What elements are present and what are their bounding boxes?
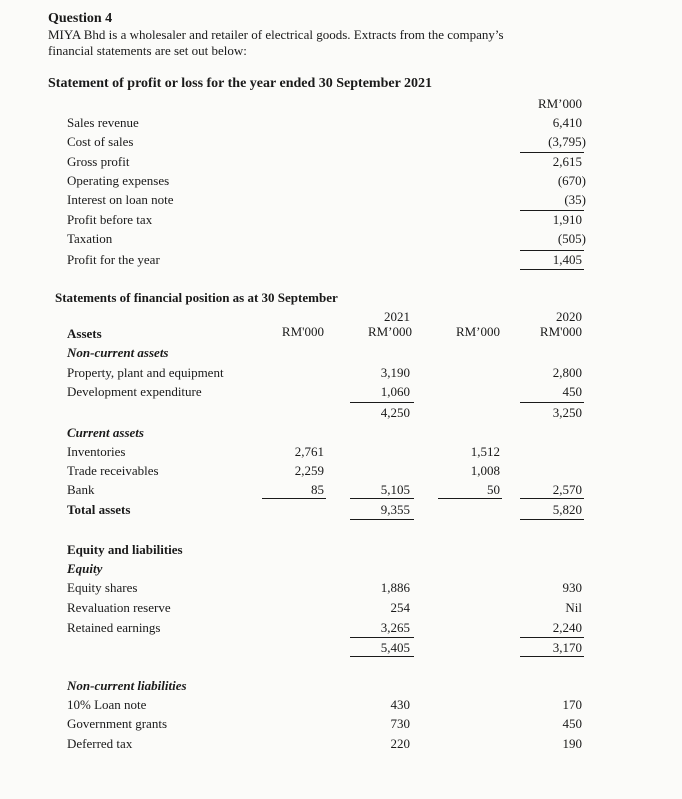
grants-label: Government grants	[67, 716, 168, 731]
pl-label-cos: Cost of sales	[67, 134, 134, 149]
nca-rule-2020	[520, 402, 584, 403]
pl-rule-4	[520, 269, 584, 270]
eq-total-rule-2021	[350, 656, 414, 657]
pl-rule-3	[520, 250, 584, 251]
eq-total-2020: 3,170	[552, 640, 582, 655]
sfp-year-2021: 2021	[384, 309, 410, 324]
pl-value-pfy: 1,405	[552, 252, 582, 267]
pl-rule-1	[520, 152, 584, 153]
pl-value-gp: 2,615	[552, 154, 582, 169]
nca-rule-2021	[350, 402, 414, 403]
loan-label: 10% Loan note	[67, 697, 147, 712]
re-label: Retained earnings	[67, 620, 161, 635]
eq-rule-2020	[520, 637, 584, 638]
unit-col1: RM'000	[281, 324, 324, 339]
question-title: Question 4	[48, 11, 113, 26]
loan-2020: 170	[562, 697, 582, 712]
ta-rule-2021	[350, 519, 414, 520]
sfp-heading: Statements of financial position as at 30 September	[55, 290, 338, 305]
nca-label: Non-current assets	[67, 345, 169, 360]
unit-col2: RM’000	[367, 324, 412, 339]
inv-label: Inventories	[67, 444, 126, 459]
reval-label: Revaluation reserve	[67, 600, 171, 615]
eqsh-label: Equity shares	[67, 580, 138, 595]
bank-2020: 50	[487, 482, 500, 497]
pl-value-interest: (35)	[564, 192, 586, 207]
nca-total-2021: 4,250	[380, 405, 410, 420]
reval-2021: 254	[390, 600, 410, 615]
pl-value-pbt: 1,910	[552, 212, 582, 227]
nca-total-2020: 3,250	[552, 405, 582, 420]
unit-col3: RM’000	[455, 324, 500, 339]
tr-2021: 2,259	[294, 463, 324, 478]
sfp-year-2020: 2020	[556, 309, 582, 324]
equity-label: Equity	[67, 561, 103, 576]
pl-value-cos: (3,795)	[548, 134, 586, 149]
unit-col4: RM'000	[539, 324, 582, 339]
pl-label-interest: Interest on loan note	[67, 192, 174, 207]
dev-2020: 450	[562, 384, 582, 399]
eqsh-2021: 1,886	[380, 580, 410, 595]
pl-value-opex: (670)	[557, 173, 586, 188]
ppe-label: Property, plant and equipment	[67, 365, 224, 380]
grants-2021: 730	[390, 716, 410, 731]
dtax-2021: 220	[390, 736, 410, 751]
ncl-label: Non-current liabilities	[67, 678, 187, 693]
tr-label: Trade receivables	[67, 463, 159, 478]
ca-rule-2021	[350, 498, 414, 499]
ca-rule-2020	[520, 498, 584, 499]
pl-label-tax: Taxation	[67, 231, 113, 246]
pl-heading: Statement of profit or loss for the year ended 30 September 2021	[48, 76, 433, 91]
pl-value-tax: (505)	[557, 231, 586, 246]
ca-total-2021: 5,105	[380, 482, 410, 497]
pl-label-gp: Gross profit	[67, 154, 130, 169]
eq-liab-label: Equity and liabilities	[67, 542, 183, 557]
total-assets-2020: 5,820	[552, 502, 582, 517]
ta-rule-2020	[520, 519, 584, 520]
ca-label: Current assets	[67, 425, 144, 440]
reval-2020: Nil	[565, 600, 582, 615]
ca-total-2020: 2,570	[552, 482, 582, 497]
pl-unit: RM’000	[537, 96, 582, 111]
re-2021: 3,265	[380, 620, 410, 635]
pl-label-opex: Operating expenses	[67, 173, 170, 188]
bank-label: Bank	[67, 482, 95, 497]
grants-2020: 450	[562, 716, 582, 731]
ppe-2020: 2,800	[552, 365, 582, 380]
loan-2021: 430	[390, 697, 410, 712]
bank-2021: 85	[311, 482, 324, 497]
dtax-label: Deferred tax	[67, 736, 133, 751]
ppe-2021: 3,190	[380, 365, 410, 380]
dev-label: Development expenditure	[67, 384, 202, 399]
inv-2021: 2,761	[294, 444, 324, 459]
eq-total-rule-2020	[520, 656, 584, 657]
eq-total-2021: 5,405	[380, 640, 410, 655]
ca-sub-rule-2020	[438, 498, 502, 499]
total-assets-2021: 9,355	[380, 502, 410, 517]
pl-label-pfy: Profit for the year	[67, 252, 160, 267]
inv-2020: 1,512	[470, 444, 500, 459]
dev-2021: 1,060	[380, 384, 410, 399]
ca-sub-rule-2021	[262, 498, 326, 499]
eqsh-2020: 930	[562, 580, 582, 595]
eq-rule-2021	[350, 637, 414, 638]
intro-line-2: financial statements are set out below:	[48, 43, 247, 58]
pl-label-pbt: Profit before tax	[67, 212, 153, 227]
pl-label-sales: Sales revenue	[67, 115, 139, 130]
pl-value-sales: 6,410	[552, 115, 582, 130]
total-assets-label: Total assets	[67, 502, 131, 517]
assets-label: Assets	[67, 326, 102, 341]
re-2020: 2,240	[552, 620, 582, 635]
intro-line-1: MIYA Bhd is a wholesaler and retailer of electrical goods. Extracts from the company’s	[48, 27, 504, 42]
tr-2020: 1,008	[470, 463, 500, 478]
dtax-2020: 190	[562, 736, 582, 751]
pl-rule-2	[520, 210, 584, 211]
